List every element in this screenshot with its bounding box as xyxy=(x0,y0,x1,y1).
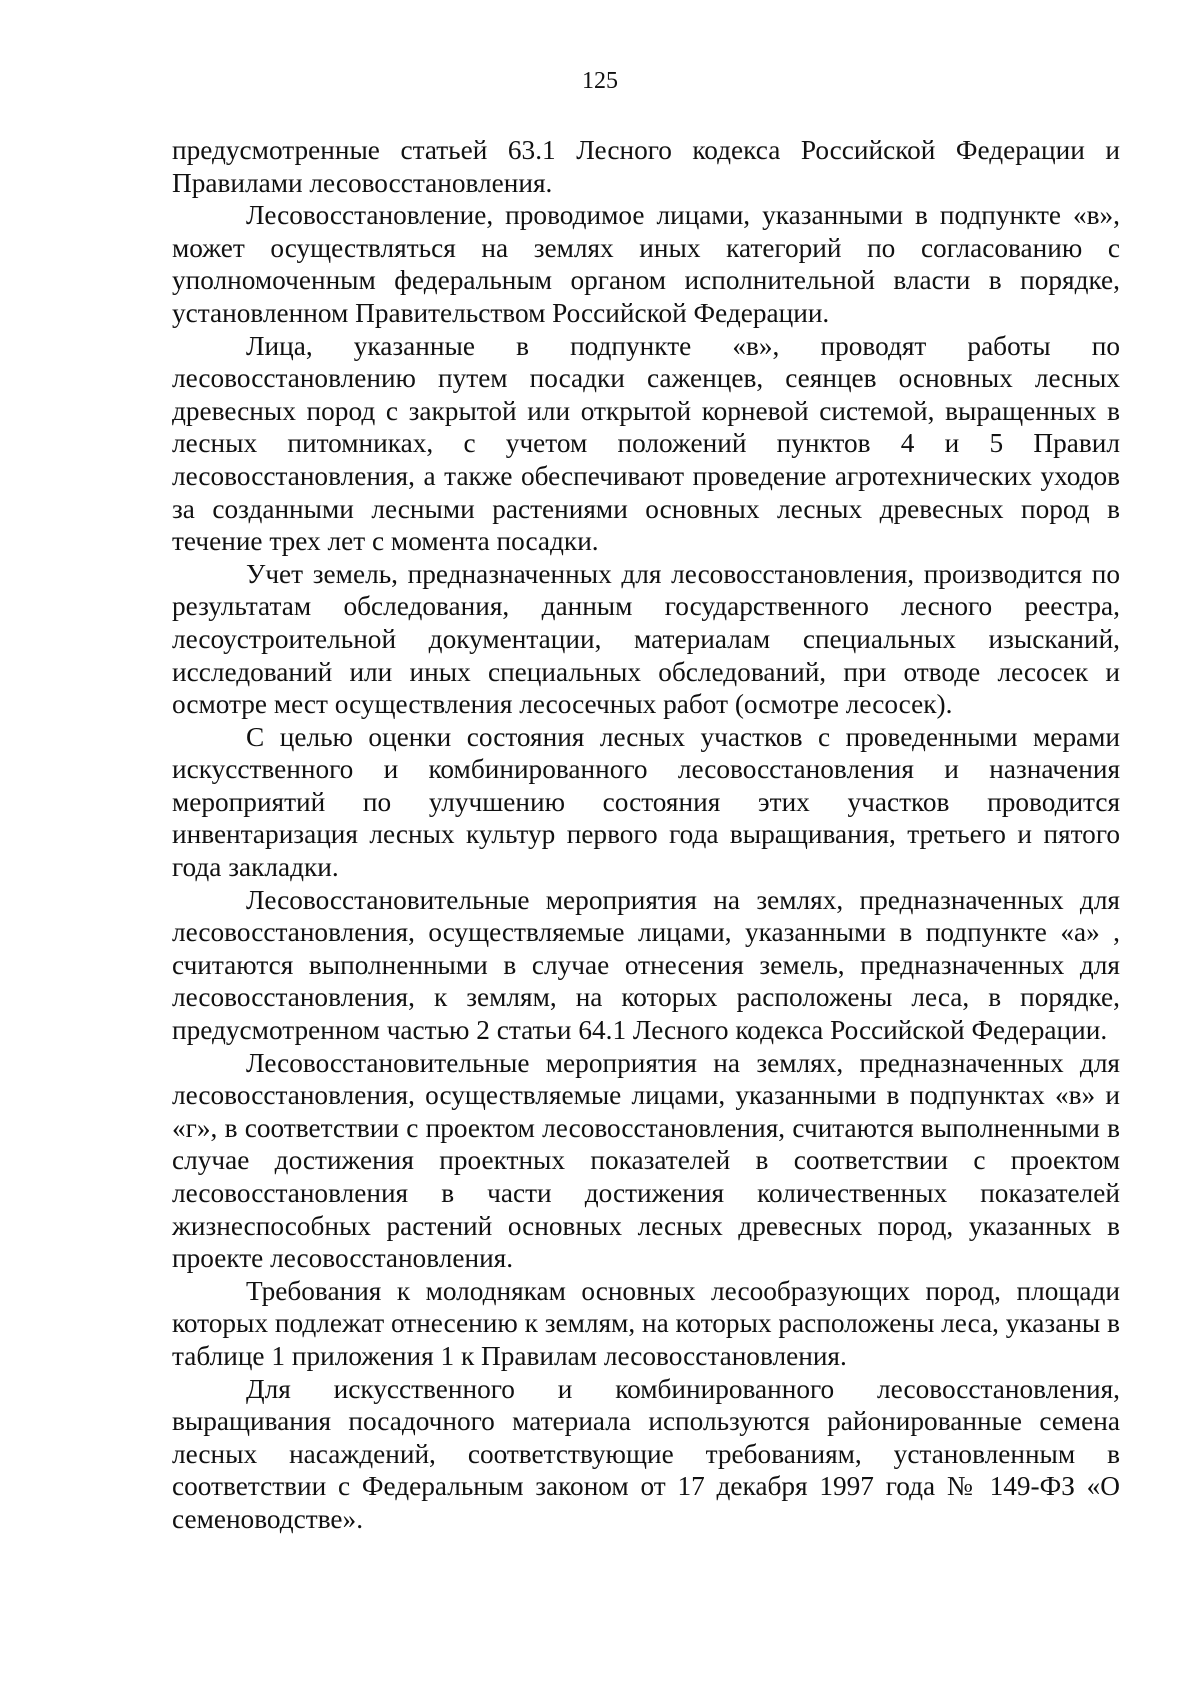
page-number: 125 xyxy=(582,68,618,94)
paragraph: Лесовосстановительные мероприятия на землях, предназначенных для лесовосстановления, осуществляемые лицами, указанными в подпункте «а» , считаются выполненными в случае отнесения земель, предназначенных для лесовосстановления, к землям, на которых расположены леса, в порядке, предусмотренном частью 2 статьи 64.1 Лесного кодекса Российской Федерации. xyxy=(172,884,1120,1046)
paragraph: Лица, указанные в подпункте «в», проводят работы по лесовосстановлению путем посадки саженцев, сеянцев основных лесных древесных пород с закрытой или открытой корневой системой, выращенных в лесных питомниках, с учетом положений пунктов 4 и 5 Правил лесовосстановления, а также обеспечивают проведение агротехнических уходов за созданными лесными растениями основных лесных древесных пород в течение трех лет с момента посадки. xyxy=(172,330,1120,557)
paragraph: Требования к молоднякам основных лесообразующих пород, площади которых подлежат отнесению к землям, на которых расположены леса, указаны в таблице 1 приложения 1 к Правилам лесовосстановления. xyxy=(172,1275,1120,1371)
paragraph: С целью оценки состояния лесных участков с проведенными мерами искусственного и комбинированного лесовосстановления и назначения мероприятий по улучшению состояния этих участков проводится инвентаризация лесных культур первого года выращивания, третьего и пятого года закладки. xyxy=(172,721,1120,883)
paragraph-continuation: предусмотренные статьей 63.1 Лесного кодекса Российской Федерации и Правилами лесовосстановления. xyxy=(172,135,1120,198)
paragraph: Лесовосстановление, проводимое лицами, указанными в подпункте «в», может осуществляться на землях иных категорий по согласованию с уполномоченным федеральным органом исполнительной власти в порядке, установленном Правительством Российской Федерации. xyxy=(172,200,1120,328)
paragraph: Для искусственного и комбинированного лесовосстановления, выращивания посадочного материала используются районированные семена лесных насаждений, соответствующие требованиям, установленным в соответствии с Федеральным законом от 17 декабря 1997 года № 149-ФЗ «О семеноводстве». xyxy=(172,1373,1120,1534)
paragraph: Учет земель, предназначенных для лесовосстановления, производится по результатам обследования, данным государственного лесного реестра, лесоустроительной документации, материалам специальных изысканий, исследований или иных специальных обследований, при отводе лесосек и осмотре мест осуществления лесосечных работ (осмотре лесосек). xyxy=(172,558,1120,720)
document-body xyxy=(172,134,1120,1536)
paragraph: Лесовосстановительные мероприятия на землях, предназначенных для лесовосстановления, осуществляемые лицами, указанными в подпунктах «в» и «г», в соответствии с проектом лесовосстановления, считаются выполненными в случае достижения проектных показателей в соответствии с проектом лесовосстановления в части достижения количественных показателей жизнеспособных растений основных лесных древесных пород, указанных в проекте лесовосстановления. xyxy=(172,1047,1120,1274)
